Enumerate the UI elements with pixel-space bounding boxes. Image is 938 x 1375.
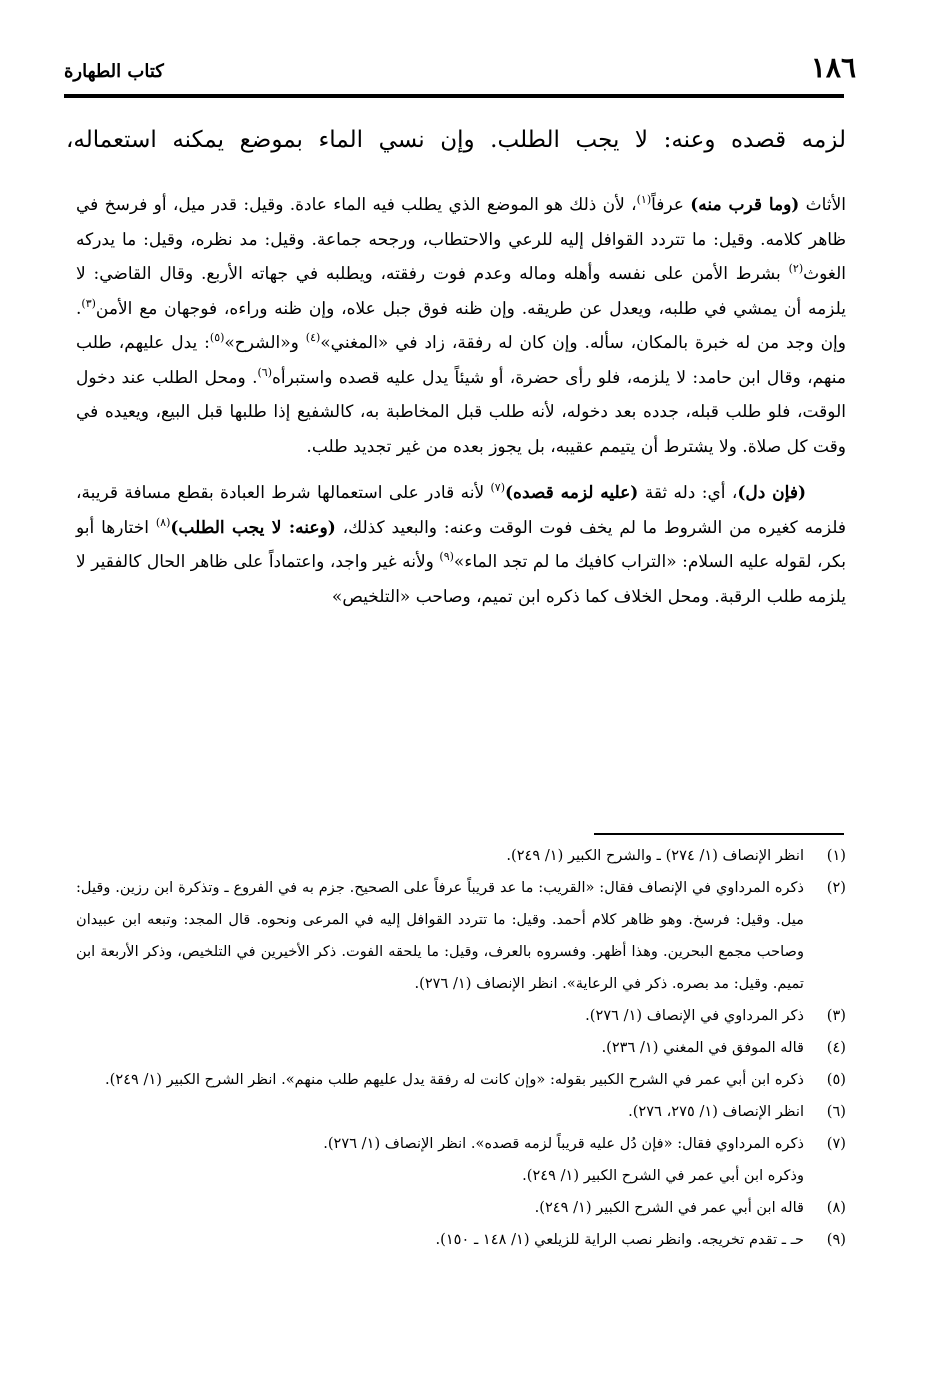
text-run: . وإن وجد من له خبرة بالمكان، سأله. وإن كان له رفقة، زاد في «المغني» [76,298,846,353]
text-run: و«الشرح» [224,333,306,353]
footnote-continuation [76,1160,846,1192]
footnote-ref: (٧) [490,481,506,494]
footnotes [76,840,846,1256]
text-run: . ومحل الطلب عند دخول الوقت، فلو طلب قبله، جدده بعد دخوله، لأنه طلب قبل المخاطبة به، كالشفيع إذا طلبها قبل البيع، ويعيده في وقت كل صلاة. ولا يشترط أن يتيمم عقيبه، بل يجوز بعده من غير تجديد طلب. [76,367,846,457]
commentary-paragraph [76,188,846,464]
text-run: اختارها أبو بكر، لقوله عليه السلام: «التراب كافيك ما لم تجد الماء» [76,517,846,572]
footnote-number: (٩) [826,1231,846,1248]
commentary-paragraph [76,476,846,614]
footnote-item [76,1032,846,1064]
text-run: : يدل عليهم، طلب منهم، وقال ابن حامد: لا يلزمه، فلو رأى حضرة، أو شيئاً يدل عليه قصده واستبرأه [76,333,846,388]
footnote-text: انظر الإنصاف (١/ ٢٧٤) ـ والشرح الكبير (١/ ٢٤٩). [506,847,804,864]
footnote-item [76,1000,846,1032]
footnote-text: ذكره ابن أبي عمر في الشرح الكبير بقوله: «وإن كانت له رفقة يدل عليهم طلب منهم». انظر الشرح الكبير (١/ ٢٤٩). [105,1071,804,1088]
footnote-text: قاله ابن أبي عمر في الشرح الكبير (١/ ٢٤٩). [534,1199,804,1216]
footnote-number: (٨) [826,1199,846,1216]
footnote-separator [594,833,844,835]
text-run: الأثاث [799,195,847,215]
text-run: لأنه قادر على استعمالها شرط العبادة بقطع مسافة قريبة، فلزمه كغيره من الشروط ما لم يخف فوت الوقت وعنه: والبعيد كذلك، [76,483,846,538]
footnote-item [76,840,846,872]
footnote-ref: (٩) [439,550,454,563]
footnote-number: (٢) [826,879,846,896]
footnote-item [76,1224,846,1256]
footnote-item [76,872,846,1000]
header-rule [64,94,844,98]
footnote-number: (٦) [826,1103,846,1120]
footnote-text: وذكره ابن أبي عمر في الشرح الكبير (١/ ٢٤٩). [522,1167,804,1184]
footnote-ref: (٥) [209,331,225,344]
footnote-text: حـ ـ تقدم تخريجه. وانظر نصب الراية للزيلعي (١/ ١٤٨ ـ ١٥٠). [435,1231,804,1248]
page-number: ١٨٦ [810,51,856,84]
footnote-number: (٧) [826,1135,846,1152]
text-run: ، أي: دله ثقة [638,483,738,503]
commentary-body [76,188,846,614]
text-run: عرفاً [651,195,691,215]
footnote-ref: (١) [636,193,652,206]
matn-quote: (عليه لزمه قصده) [505,483,639,503]
matn-quote: (وما قرب منه) [690,195,800,215]
footnote-ref: (٣) [81,296,96,310]
footnote-number: (١) [826,847,846,864]
footnote-text: انظر الإنصاف (١/ ٢٧٥، ٢٧٦). [628,1103,804,1120]
footnote-item [76,1064,846,1096]
footnote-item [76,1128,846,1160]
footnote-ref: (٤) [305,331,321,344]
footnote-item [76,1192,846,1224]
text-run: ولأنه غير واجد، واعتماداً على ظاهر الحال كالفقير لا يلزمه طلب الرقبة. ومحل الخلاف كما ذكره ابن تميم، وصاحب «التلخيص» [76,552,846,607]
footnote-text: ذكره المرداوي فقال: «فإن دُل عليه قريباً لزمه قصده». انظر الإنصاف (١/ ٢٧٦). [323,1135,804,1152]
footnote-number: (٥) [826,1071,846,1088]
footnote-ref: (٦) [257,365,272,379]
footnote-number: (٣) [826,1007,846,1024]
footnote-text: ذكره المرداوي في الإنصاف فقال: «القريب: ما عد قريباً عرفاً على الصحيح. جزم به في الفروع ـ وتذكرة ابن رزين. وقيل: ميل. وقيل: فرسخ. وهو ظاهر كلام أحمد. وقيل: ما تتردد القوافل إليه في المرعى ونحوه. قال المجد: وتبعه ابن عبيدان وصاحب مجمع البحرين. وهذا أظهر. وفسروه بالعرف، وقيل: ما يلحقه الفوت. ذكر الأخيرين في التلخيص، وذكر الأربعة ابن تميم. وقيل: مد بصره. ذكر في الرعاية». انظر الإنصاف (١/ ٢٧٦). [76,879,804,992]
matn-continuation-line: لزمه قصده وعنه: لا يجب الطلب. وإن نسي الماء بموضع يمكنه استعماله، [66,127,846,153]
matn-quote: (وعنه: لا يجب الطلب) [170,517,336,538]
running-header-title: كتاب الطهارة [64,61,164,82]
footnote-ref: (٨) [155,515,171,529]
text-run: ، لأن ذلك هو الموضع الذي يطلب فيه الماء عادة. وقيل: قدر ميل، أو فرسخ في ظاهر كلامه. وقيل: ما تتردد القوافل إليه للرعي والاحتطاب، ورجحه جماعة. وقيل: مد نظره، وقيل: ما يدركه الغوث [76,195,846,284]
footnote-ref: (٢) [788,262,804,275]
footnote-text: ذكر المرداوي في الإنصاف (١/ ٢٧٦). [585,1007,804,1024]
text-run: بشرط الأمن على نفسه وأهله وماله وعدم فوت رفقته، ويطلبه في جهاته الأربع. وقال القاضي: لا يلزمه أن يمشي في طلبه، ويعدل عن طريقه. وإن ظنه فوق جبل علاه، وإن ظنه وراءه، فوجهان مع الأمن [76,264,846,319]
footnote-number: (٤) [826,1039,846,1056]
footnote-text: قاله الموفق في المغني (١/ ٢٣٦). [601,1039,804,1056]
footnote-item [76,1096,846,1128]
matn-quote: (فإن دل) [737,483,806,503]
